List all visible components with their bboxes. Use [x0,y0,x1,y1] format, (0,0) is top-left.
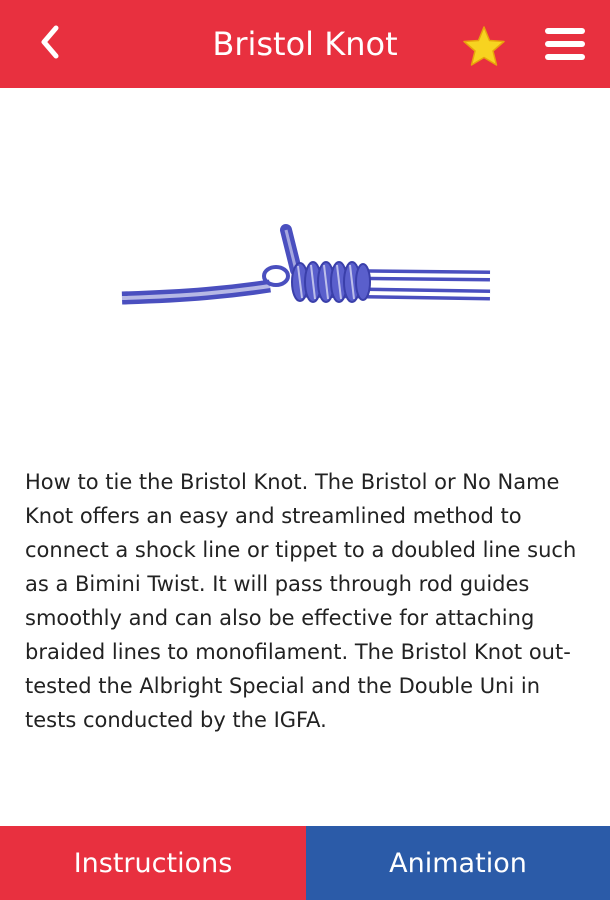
hamburger-menu-icon [543,25,587,63]
chevron-left-icon [36,23,64,61]
tab-animation-label: Animation [389,847,527,879]
star-icon [461,24,507,68]
page-title: Bristol Knot [212,25,398,63]
bottom-tab-bar [0,826,610,900]
tab-instructions-label: Instructions [73,847,233,879]
tab-instructions[interactable] [0,826,306,900]
knot-illustration [100,200,510,320]
tab-animation[interactable] [306,826,610,900]
app-header [0,0,610,88]
back-button[interactable] [28,20,72,64]
menu-button[interactable] [540,22,590,66]
favorite-button[interactable] [458,20,510,72]
knot-description: How to tie the Bristol Knot. The Bristol or No Name Knot offers an easy and streamlined method to connect a shock line or tippet to a doubled line such as a Bimini Twist. It will pass through rod guides smoothly and can also be effective for attaching braided lines to monofilament. The Bristol Knot out-tested the Albright Special and the Double Uni in tests conducted by the IGFA. [25,470,577,732]
